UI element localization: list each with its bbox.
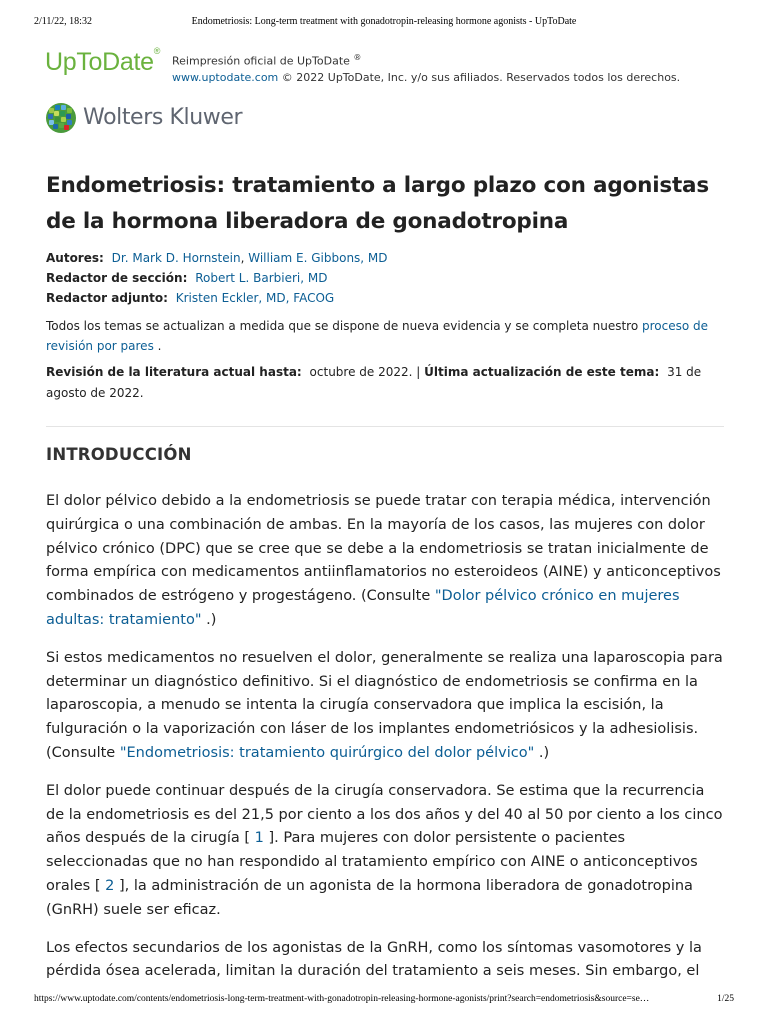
print-header	[34, 16, 734, 30]
paragraph: El dolor puede continuar después de la cirugía conservadora. Se estima que la recurrencia de la endometriosis es del 21,5 por ciento a los dos años y del 40 al 50 por ciento a los cinco años después de la cirugía [ 1 ]. Para mujeres con dolor persistente o pacientes seleccionadas que no han respondido al tratamiento empírico con AINE o anticonceptivos orales [ 2 ], la administración de un agonista de la hormona liberadora de gonadotropina (GnRH) suele ser eficaz.	[46, 782, 723, 918]
uptodate-site-link[interactable]: www.uptodate.com	[172, 70, 279, 84]
print-footer	[34, 994, 734, 1006]
deputy-editor-line	[46, 288, 726, 308]
print-page-title: Endometriosis: Long-term treatment with gonadotropin-releasing hormone agonists - UpToDate	[191, 16, 577, 27]
review-dates: Revisión de la literatura actual hasta: octubre de 2022. | Última actualización de este tema: 31 de agosto de 2022.	[46, 365, 702, 400]
reprint-notice: Reimpresión oficial de UpToDate ® www.uptodate.com © 2022 UpToDate, Inc. y/o sus afiliados. Reservados todos los derechos.	[172, 53, 681, 84]
lit-review-value: octubre de 2022.	[309, 365, 413, 379]
brand-row	[45, 46, 728, 86]
peer-review-link[interactable]: proceso de revisión por pares	[46, 319, 709, 353]
reference-link-1[interactable]: 1	[254, 830, 264, 847]
wolters-kluwer-wordmark: Wolters Kluwer	[83, 105, 243, 130]
copyright-text: © 2022 UpToDate, Inc. y/o sus afiliados. Reservados todos los derechos.	[281, 70, 681, 84]
authors-line: Autores: Dr. Mark D. Hornstein, William E. Gibbons, MD	[46, 251, 388, 265]
author-link-hornstein[interactable]: Dr. Mark D. Hornstein	[111, 251, 241, 265]
authors-label: Autores:	[46, 251, 104, 265]
deputy-editor-link[interactable]: Kristen Eckler, MD, FACOG	[175, 291, 335, 305]
link-surgical-treatment[interactable]: "Endometriosis: tratamiento quirúrgico del dolor pélvico"	[119, 744, 535, 761]
paragraph: El dolor pélvico debido a la endometriosis se puede tratar con terapia médica, intervención quirúrgica o una combinación de ambas. En la mayoría de los casos, las mujeres con dolor pélvico crónico (DPC) que se cree que se debe a la endometriosis se tratan inicialmente de forma empírica con medicamentos antiinflamatorios no esteroideos (AINE) y anticonceptivos combinados de estrógeno y progestágeno. (Consulte "Dolor pélvico crónico en mujeres adultas: tratamiento" .)	[46, 493, 721, 628]
paragraph: Si estos medicamentos no resuelven el dolor, generalmente se realiza una laparoscopia para determinar un diagnóstico definitivo. Si el diagnóstico de endometriosis se confirma en la laparoscopia, a menudo se intenta la cirugía conservadora que implica la escisión, la fulguración o la vaporización con láser de los implantes endometriósicos y la adhesiolisis. (Consulte "Endometriosis: tratamiento quirúrgico del dolor pélvico" .)	[46, 649, 723, 761]
reference-link-2[interactable]: 2	[105, 877, 115, 894]
reprint-label: Reimpresión oficial de UpToDate	[172, 54, 350, 68]
deputy-editor-label: Redactor adjunto:	[46, 291, 168, 305]
section-heading: INTRODUCCIÓN	[46, 445, 192, 464]
article-title: Endometriosis: tratamiento a largo plazo con agonistas de la hormona liberadora de gonadotropina	[46, 173, 709, 234]
uptodate-logo[interactable]: UpToDate®	[45, 46, 161, 76]
last-update-value: 31 de agosto de 2022.	[46, 365, 702, 400]
section-editor-link[interactable]: Robert L. Barbieri, MD	[195, 271, 328, 285]
update-note: Todos los temas se actualizan a medida que se dispone de nueva evidencia y se completa nuestro proceso de revisión por pares .	[46, 319, 709, 353]
lit-review-label: Revisión de la literatura actual hasta:	[46, 365, 302, 379]
print-date: 2/11/22, 18:32	[34, 16, 92, 27]
wolters-kluwer-globe-icon	[45, 102, 79, 136]
author-link-gibbons[interactable]: William E. Gibbons, MD	[248, 251, 388, 265]
section-body	[46, 490, 726, 984]
link-chronic-pelvic-pain[interactable]: "Dolor pélvico crónico en mujeres adultas: tratamiento"	[46, 588, 680, 628]
page-number: 1/25	[717, 994, 734, 1004]
article	[46, 168, 726, 984]
section-editor-label: Redactor de sección:	[46, 271, 188, 285]
divider	[46, 426, 724, 427]
last-update-label: Última actualización de este tema:	[424, 365, 660, 379]
wolters-kluwer-logo	[45, 102, 265, 136]
section-editor-line	[46, 268, 726, 288]
print-url: https://www.uptodate.com/contents/endometriosis-long-term-treatment-with-gonadotropin-releasing-hormone-agonists/print?search=endometriosis&source=se…	[34, 994, 650, 1004]
paragraph: Los efectos secundarios de los agonistas de la GnRH, como los síntomas vasomotores y la pérdida ósea acelerada, limitan la duración del tratamiento a seis meses. Sin embargo, el	[46, 939, 702, 980]
article-credits	[46, 248, 726, 308]
